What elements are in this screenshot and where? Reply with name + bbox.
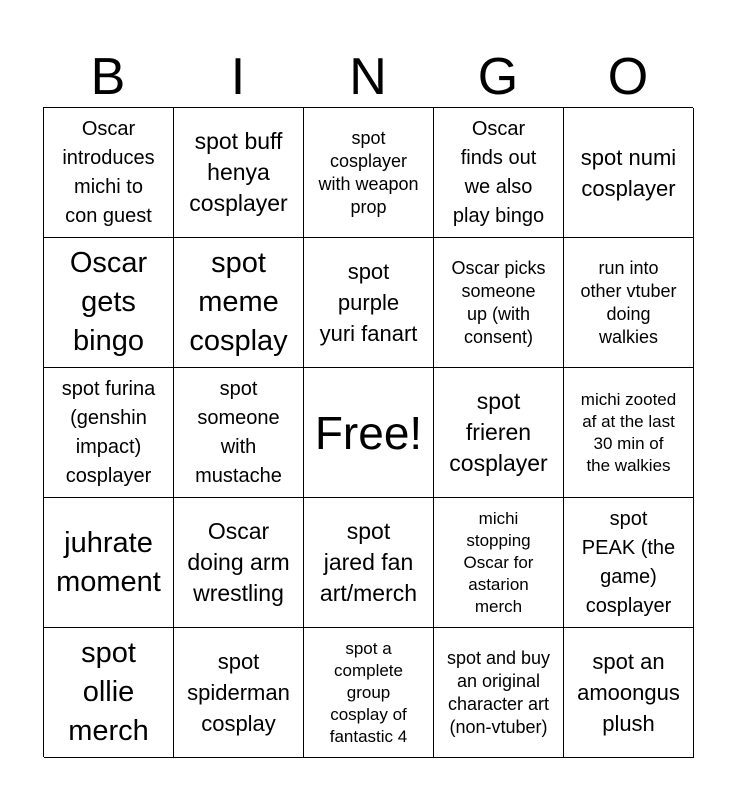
cell-text: spot ollie merch — [68, 637, 149, 747]
cell-text: spot frieren cosplayer — [449, 388, 548, 476]
cell-text: spot an amoongus plush — [577, 649, 680, 736]
bingo-cell[interactable] — [564, 238, 694, 368]
bingo-cell[interactable] — [564, 368, 694, 498]
bingo-board — [43, 107, 693, 757]
cell-text: spot a complete group cosplay of fantastic 4 — [329, 638, 408, 746]
header-letter-b: B — [90, 48, 126, 106]
bingo-cell[interactable] — [174, 108, 304, 238]
free-space-cell[interactable] — [304, 368, 434, 498]
bingo-cell[interactable] — [304, 108, 434, 238]
cell-text: Oscar finds out we also play bingo — [452, 117, 545, 227]
cell-text: Oscar picks someone up (with consent) — [451, 257, 546, 347]
cell-text: spot and buy an original character art (non-vtuber) — [446, 647, 551, 737]
bingo-cell[interactable] — [304, 628, 434, 758]
cell-text: michi stopping Oscar for astarion merch — [463, 508, 534, 616]
bingo-cell[interactable] — [44, 498, 174, 628]
bingo-cell[interactable] — [174, 368, 304, 498]
bingo-cell[interactable] — [44, 238, 174, 368]
cell-text: spot cosplayer with weapon prop — [318, 127, 419, 217]
bingo-cell[interactable] — [44, 368, 174, 498]
bingo-cell[interactable] — [304, 238, 434, 368]
cell-text: spot numi cosplayer — [580, 144, 677, 201]
bingo-cell[interactable] — [44, 108, 174, 238]
bingo-cell[interactable] — [564, 628, 694, 758]
cell-text: michi zooted af at the last 30 min of the walkies — [580, 389, 677, 475]
cell-text: spot furina (genshin impact) cosplayer — [61, 377, 156, 487]
cell-text: spot someone with mustache — [195, 377, 282, 487]
bingo-cell[interactable] — [174, 238, 304, 368]
cell-text: spot PEAK (the game) cosplayer — [581, 507, 676, 617]
cell-text: Oscar doing arm wrestling — [187, 518, 290, 606]
bingo-header — [43, 40, 693, 108]
cell-text: run into other vtuber doing walkies — [580, 257, 677, 347]
bingo-cell[interactable] — [564, 498, 694, 628]
bingo-cell[interactable] — [44, 628, 174, 758]
cell-text: spot purple yuri fanart — [319, 259, 418, 346]
cell-text: Oscar introduces michi to con guest — [62, 117, 155, 227]
bingo-cell[interactable] — [434, 238, 564, 368]
bingo-cell[interactable] — [174, 628, 304, 758]
cell-text: spot spiderman cosplay — [187, 649, 290, 736]
cell-text: Oscar gets bingo — [69, 247, 148, 357]
header-letter-n: N — [349, 48, 387, 106]
header-letter-o: O — [607, 48, 649, 106]
bingo-cell[interactable] — [434, 498, 564, 628]
cell-text: spot jared fan art/merch — [319, 518, 418, 606]
cell-text: juhrate moment — [56, 526, 161, 598]
bingo-cell[interactable] — [564, 108, 694, 238]
free-space-text: Free! — [314, 406, 423, 459]
cell-text: spot meme cosplay — [189, 247, 288, 357]
bingo-cell[interactable] — [174, 498, 304, 628]
bingo-cell[interactable] — [434, 108, 564, 238]
bingo-cell[interactable] — [434, 628, 564, 758]
header-letter-i: I — [230, 48, 246, 106]
bingo-cell[interactable] — [304, 498, 434, 628]
bingo-cell[interactable] — [434, 368, 564, 498]
cell-text: spot buff henya cosplayer — [189, 128, 288, 216]
header-letter-g: G — [477, 48, 519, 106]
